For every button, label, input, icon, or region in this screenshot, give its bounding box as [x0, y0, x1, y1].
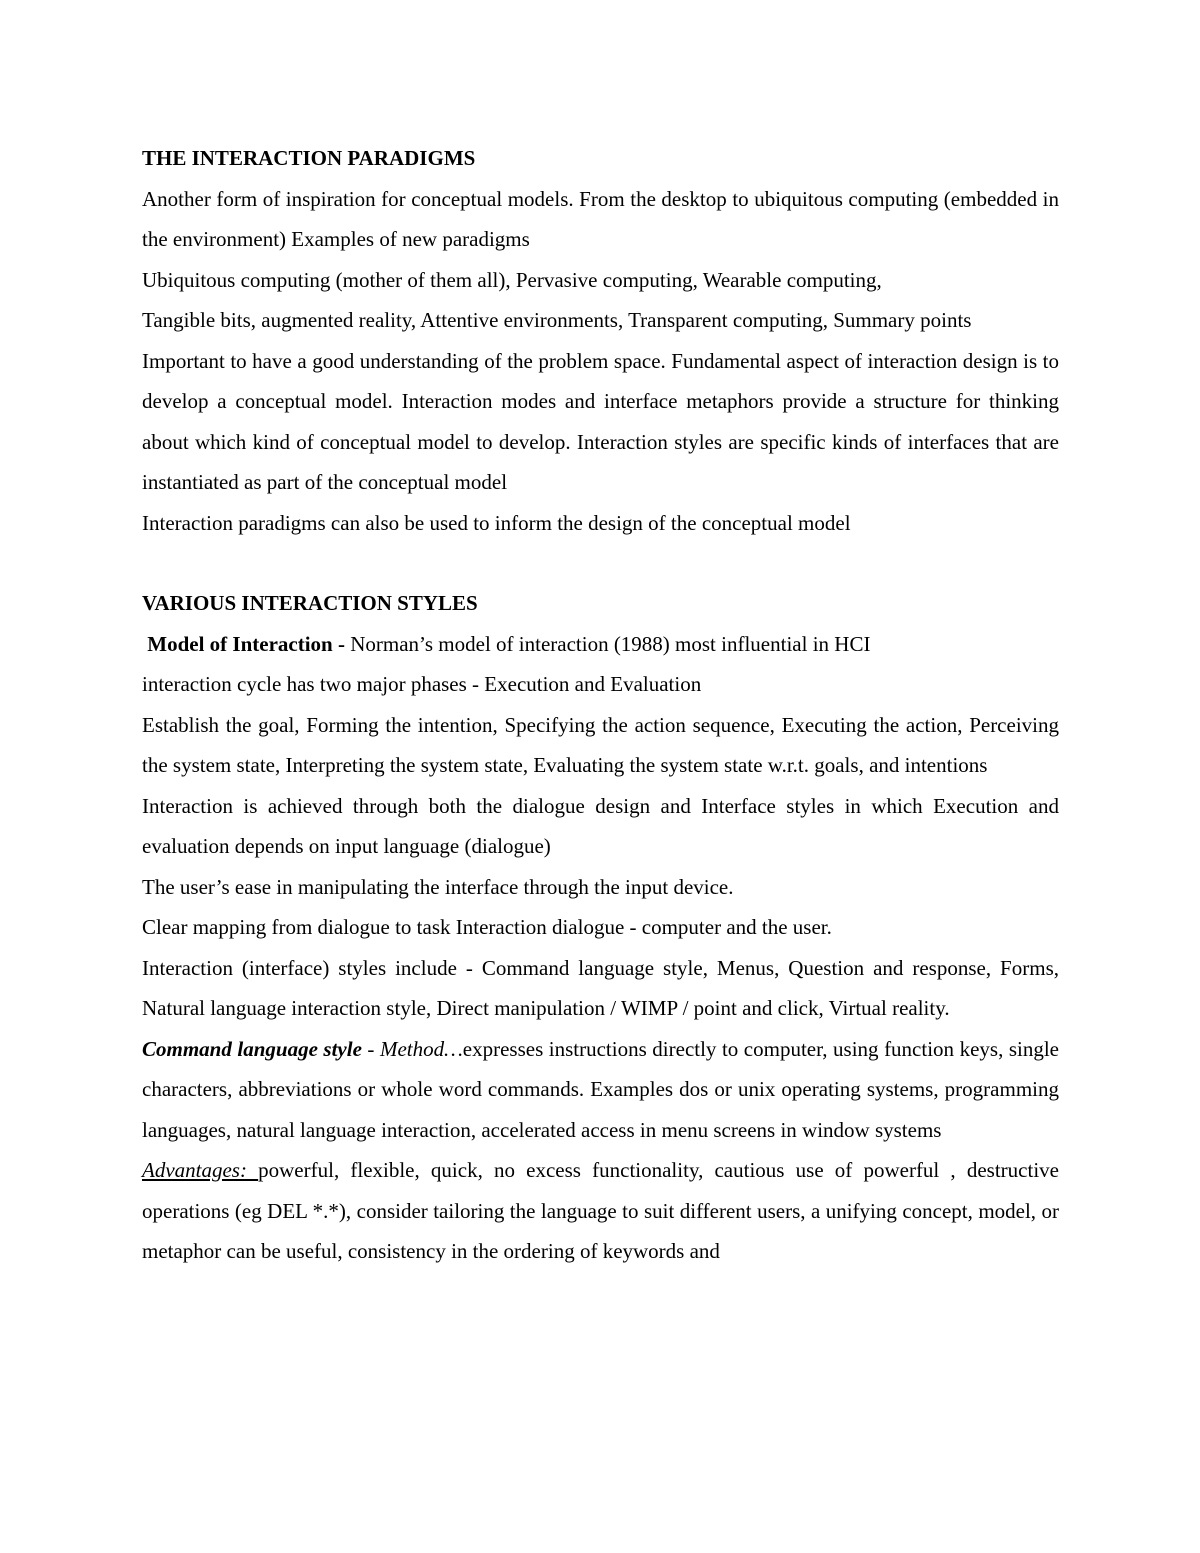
- document-page: [142, 138, 1059, 1272]
- paragraph-ubiquitous: Ubiquitous computing (mother of them all), Pervasive computing, Wearable computing,: [142, 267, 882, 292]
- section-gap: [142, 543, 1059, 583]
- paragraph-problem-space: Important to have a good understanding of the problem space. Fundamental aspect of interaction design is to develop a conceptual model. Interaction modes and interface metaphors provide a structure for thinking about which kind of conceptual model to develop. Interaction styles are specific kinds of interfaces that are instantiated as part of the conceptual model: [142, 348, 1059, 494]
- paragraph-clear-mapping: Clear mapping from dialogue to task Interaction dialogue - computer and the user.: [142, 915, 832, 939]
- paragraph-advantages: [142, 1150, 1059, 1272]
- paragraph-establish-goal: Establish the goal, Forming the intention, Specifying the action sequence, Executing the action, Perceiving the system state, Interpreting the system state, Evaluating the system state w.r.t. goals, and intentions: [142, 712, 1059, 777]
- paragraph-user-ease: The user’s ease in manipulating the interface through the input device.: [142, 874, 734, 899]
- command-language-label: Command language style: [142, 1036, 362, 1061]
- command-language-separator: -: [361, 1036, 380, 1061]
- paragraph-dialogue-design: Interaction is achieved through both the dialogue design and Interface styles in which Execution and evaluation depends on input language (dialogue): [142, 793, 1059, 858]
- paragraph-inspiration: Another form of inspiration for conceptual models. From the desktop to ubiquitous computing (embedded in the environment) Examples of new paradigms: [142, 186, 1059, 251]
- paragraph-command-language: [142, 1029, 1059, 1151]
- advantages-label: Advantages:: [142, 1158, 259, 1182]
- model-of-interaction-text: Norman’s model of interaction (1988) most influential in HCI: [344, 631, 871, 656]
- paragraph-interface-styles: Interaction (interface) styles include - Command language style, Menus, Question and response, Forms, Natural language interaction style, Direct manipulation / WIMP / point and click, Virtual reality.: [142, 955, 1059, 1020]
- model-of-interaction-label: Model of Interaction -: [147, 631, 345, 656]
- command-language-text: expresses instructions directly to computer, using function keys, single characters, abbreviations or whole word commands. Examples dos or unix operating systems, programming languages, natural language interaction, accelerated access in menu screens in window systems: [142, 1036, 1059, 1142]
- section-heading-interaction-styles: VARIOUS INTERACTION STYLES: [142, 591, 478, 615]
- paragraph-model-of-interaction: [142, 624, 1059, 665]
- paragraph-tangible: Tangible bits, augmented reality, Attentive environments, Transparent computing, Summary points: [142, 308, 972, 332]
- advantages-text: powerful, flexible, quick, no excess functionality, cautious use of powerful , destructive operations (eg DEL *.*), consider tailoring the language to suit different users, a unifying concept, model, or metaphor can be useful, consistency in the ordering of keywords and: [142, 1158, 1059, 1263]
- paragraph-interaction-cycle: interaction cycle has two major phases - Execution and Evaluation: [142, 672, 702, 696]
- paragraph-paradigms-inform: Interaction paradigms can also be used to inform the design of the conceptual model: [142, 510, 851, 535]
- command-language-method: Method…: [379, 1036, 463, 1061]
- section-heading-interaction-paradigms: THE INTERACTION PARADIGMS: [142, 146, 476, 170]
